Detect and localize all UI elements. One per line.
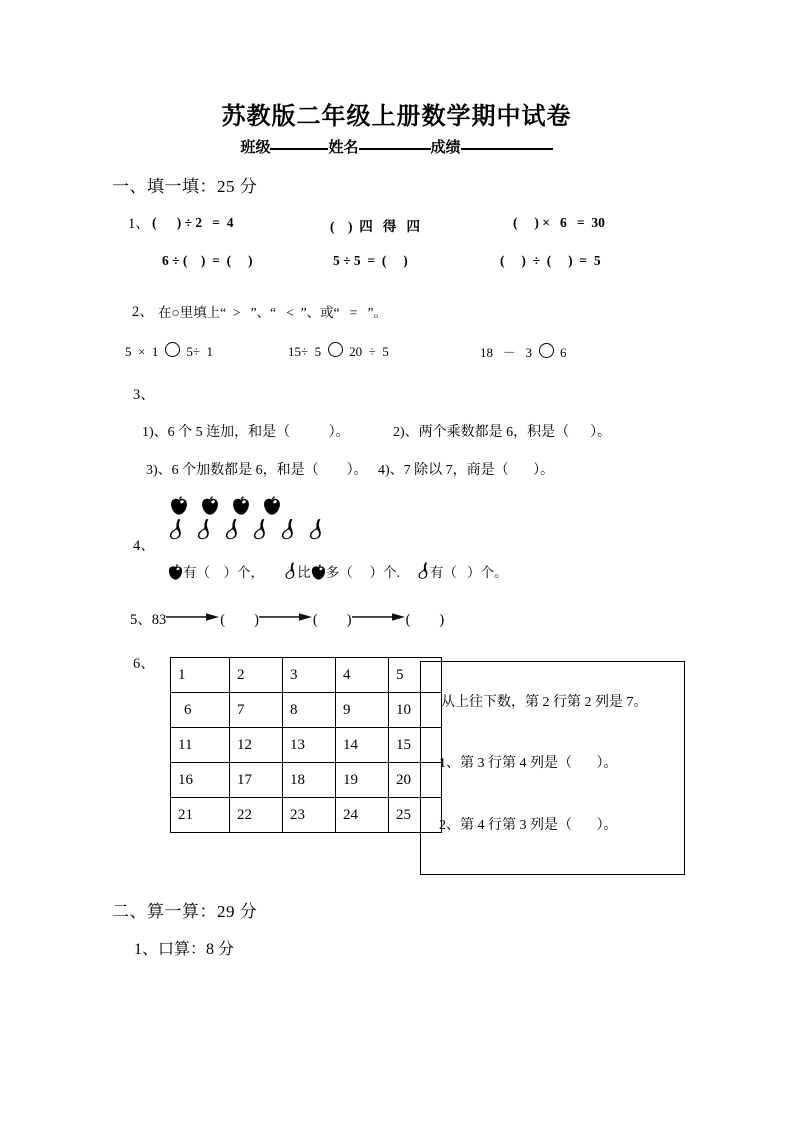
q5-sequence-row (130, 608, 444, 629)
apple-icon (168, 564, 183, 580)
question-3-number: 3、 (133, 387, 155, 403)
apple-icon (263, 496, 281, 515)
grid-row (171, 658, 442, 693)
q1-item-4: 6 ÷ ( ) = ( ) (162, 253, 253, 268)
page-title: 苏教版二年级上册数学期中试卷 (221, 102, 572, 130)
class-blank[interactable] (270, 148, 328, 150)
pear-group (168, 518, 324, 540)
pear-icon (196, 518, 212, 540)
q2-c2-right: 20 ÷ 5 (349, 344, 389, 359)
grid-cell: 4 (336, 658, 389, 693)
apple-icon (170, 496, 188, 515)
grid-cell: 11 (171, 728, 230, 763)
right-arrow-icon (259, 610, 313, 620)
grid-cell: 14 (336, 728, 389, 763)
empty-circle-icon[interactable] (328, 342, 343, 357)
q4-part-3: 多（ ）个. (325, 565, 400, 580)
grid-cell: 5 (389, 658, 442, 693)
empty-circle-icon[interactable] (165, 342, 180, 357)
q3-item-3: 3)、6 个加数都是 6，和是（ ）。 (146, 463, 368, 478)
q4-part-1: 有（ ）个， (183, 565, 264, 580)
pear-icon (280, 518, 296, 540)
apple-group (170, 496, 281, 515)
class-label: 班级 (240, 138, 271, 156)
grid-box-item-2: 2、第 4 行第 3 列是（ ）。 (439, 818, 618, 833)
grid-cell: 23 (283, 798, 336, 833)
grid-cell: 9 (336, 693, 389, 728)
grid-cell: 13 (283, 728, 336, 763)
question-6-number: 6、 (133, 656, 155, 672)
grid-row (171, 763, 442, 798)
section-two-heading: 二、算一算：29 分 (112, 902, 258, 921)
q4-part-2: 比 (297, 565, 311, 580)
grid-cell: 10 (389, 693, 442, 728)
right-arrow-icon (352, 610, 406, 620)
q5-blank-2[interactable]: ( ) (312, 612, 352, 628)
student-info-line (0, 136, 793, 157)
grid-cell: 2 (230, 658, 283, 693)
grid-cell: 3 (283, 658, 336, 693)
number-grid-table (170, 657, 442, 833)
grid-row (171, 798, 442, 833)
grid-cell: 17 (230, 763, 283, 798)
score-blank[interactable] (461, 148, 553, 150)
question-1-number: 1、 (128, 216, 150, 232)
pear-icon (284, 561, 297, 580)
q2-prompt: 在○里填上“ > ”、“ < ”、或“ = ”。 (158, 305, 387, 320)
grid-cell: 25 (389, 798, 442, 833)
grid-cell: 12 (230, 728, 283, 763)
q3-item-2: 2)、两个乘数都是 6，积是（ ）。 (393, 425, 612, 440)
pear-icon (252, 518, 268, 540)
q1-item-2: ( ) 四 得 四 (330, 219, 420, 234)
q1-item-5: 5 ÷ 5 = ( ) (333, 253, 408, 268)
pear-icon (168, 518, 184, 540)
q2-c3-left: 18 － 3 (480, 345, 533, 360)
apple-icon (201, 496, 219, 515)
name-label: 姓名 (328, 138, 359, 156)
question-2-number: 2、 (132, 304, 154, 320)
question-5-number: 5、 (130, 612, 152, 628)
q2-c3-right: 6 (560, 345, 567, 360)
grid-box-example: 从上往下数，第 2 行第 2 列是 7。 (441, 695, 648, 710)
grid-row (171, 693, 442, 728)
q2-c1-left: 5 × 1 (125, 344, 159, 359)
grid-cell: 15 (389, 728, 442, 763)
q4-part-4: 有（ ）个。 (429, 565, 508, 580)
q4-answer-line (168, 561, 508, 581)
grid-cell: 19 (336, 763, 389, 798)
q5-start-value: 83 (151, 612, 167, 628)
right-arrow-icon (166, 610, 220, 620)
empty-circle-icon[interactable] (539, 343, 554, 358)
grid-cell: 8 (283, 693, 336, 728)
apple-icon (232, 496, 250, 515)
grid-cell: 20 (389, 763, 442, 798)
grid-cell: 24 (336, 798, 389, 833)
q5-blank-3[interactable]: ( ) (405, 612, 445, 628)
q1-item-1: ( ) ÷ 2 = 4 (152, 215, 234, 230)
q3-item-4: 4)、7 除以 7，商是（ ）。 (378, 463, 555, 478)
pear-icon (224, 518, 240, 540)
name-blank[interactable] (359, 148, 431, 150)
grid-cell: 21 (171, 798, 230, 833)
q2-c2-left: 15÷ 5 (288, 344, 322, 359)
grid-cell: 7 (230, 693, 283, 728)
grid-box-item-1: 1、第 3 行第 4 列是（ ）。 (439, 756, 618, 771)
apple-icon (311, 564, 326, 580)
q2-comparison-2 (288, 342, 389, 360)
score-label: 成绩 (430, 138, 461, 156)
q2-comparison-1 (125, 342, 213, 360)
q1-item-6: ( ) ÷ ( ) = 5 (500, 253, 601, 268)
grid-cell: 16 (171, 763, 230, 798)
pear-icon (308, 518, 324, 540)
grid-cell: 1 (171, 658, 230, 693)
question-4-number: 4、 (133, 538, 155, 554)
section-one-heading: 一、填一填：25 分 (112, 177, 258, 196)
grid-row (171, 728, 442, 763)
grid-cell: 22 (230, 798, 283, 833)
q2-c1-right: 5÷ 1 (186, 344, 213, 359)
grid-cell: 6 (171, 693, 230, 728)
q1-item-3: ( ) × 6 = 30 (513, 215, 605, 230)
q5-blank-1[interactable]: ( ) (220, 612, 259, 628)
q2-comparison-3 (480, 342, 567, 361)
section-two-sub-1: 1、口算：8 分 (134, 941, 235, 958)
grid-cell: 18 (283, 763, 336, 798)
q3-item-1: 1)、6 个 5 连加，和是（ ）。 (142, 425, 350, 440)
grid-question-box (420, 661, 685, 875)
pear-icon (417, 561, 430, 580)
